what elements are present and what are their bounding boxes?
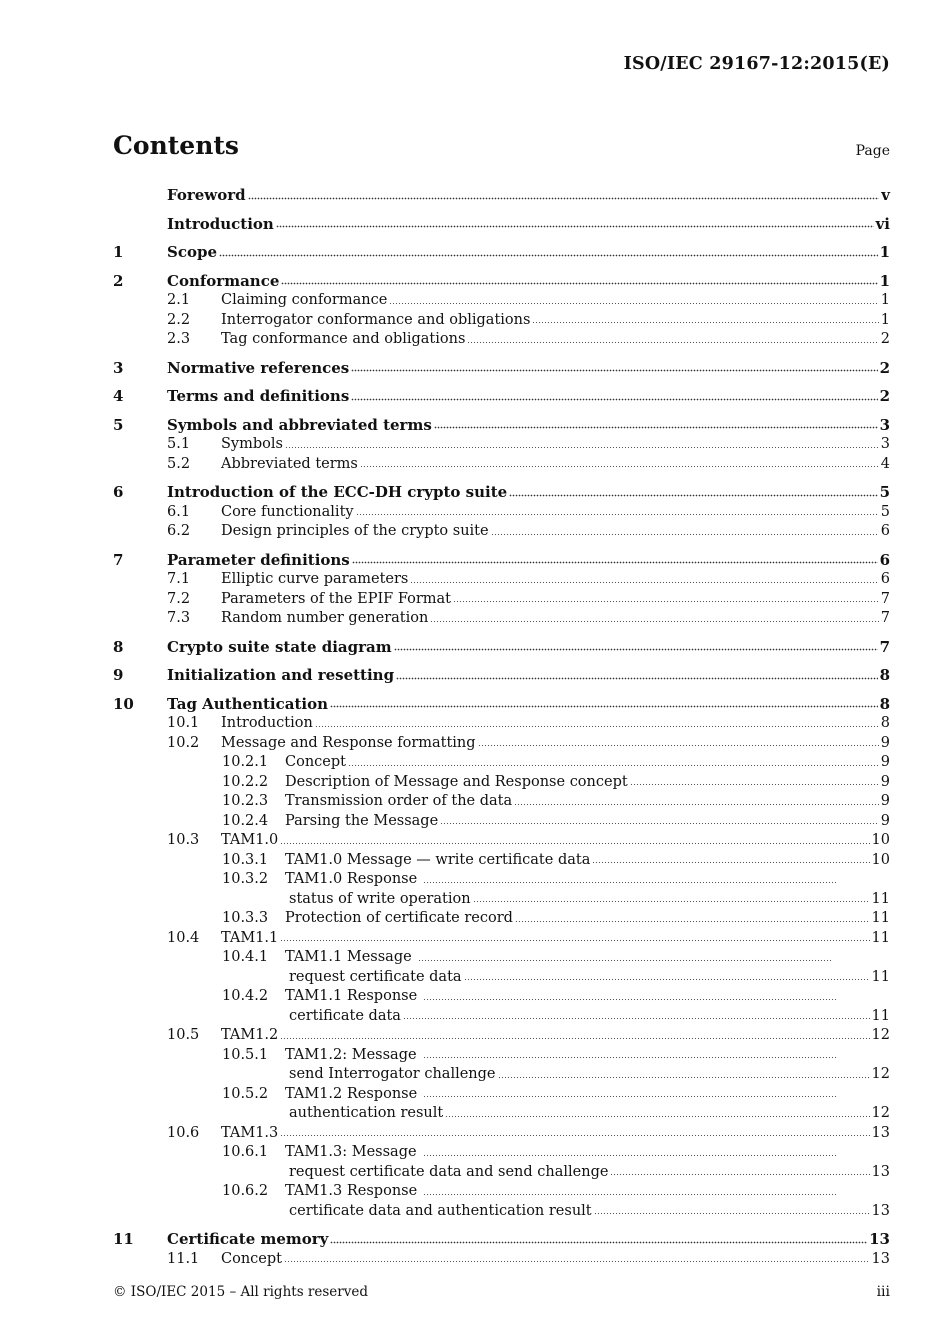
toc-leader-dots [423,1056,838,1061]
toc-entry-title: request certificate data and send challenge [289,1163,609,1180]
toc-entry-title: TAM1.2 [221,1027,279,1043]
toc-entry-number: 10 [113,694,134,713]
toc-entry-number: 10.1 [167,715,200,731]
toc-entry-number: 10.3.1 [222,851,269,868]
toc-leader-dots [515,920,870,925]
toc-leader-dots [509,494,877,499]
toc-leader-dots [351,398,877,403]
toc-entry-title: request certificate data [289,968,462,985]
toc-entry-title: Parameter definitions [167,550,350,569]
toc-leader-dots [280,842,869,847]
toc-entry-number: 10.4.1 [222,949,269,965]
toc-entry-number: 10.3 [167,832,200,848]
toc-entry-number: 10.2.1 [222,754,269,770]
toc-entry-title: Parsing the Message [285,812,439,829]
toc-entry-page: 9 [880,734,890,751]
toc-entry-title: Scope [167,243,218,261]
toc-entry-page: 12 [871,1066,890,1082]
toc-entry[interactable] [113,1250,890,1270]
toc-entry-page: 1 [879,271,890,290]
toc-entry[interactable] [113,609,890,629]
toc-entry-title: Protection of certificate record [285,910,513,926]
toc-entry-number: 10.2.3 [222,793,269,809]
toc-entry-title: Tag Authentication [167,694,329,713]
toc-entry-page: 1 [880,292,890,308]
toc-entry-number: 5.1 [167,436,191,452]
footer-page-number: iii [876,1284,890,1300]
toc-entry-title: TAM1.2 Response [285,1085,418,1102]
toc-entry-title: Claiming conformance [221,292,388,308]
toc-entry-number: 1 [113,243,124,261]
toc-entry-title: Symbols and abbreviated terms [167,415,432,434]
toc-entry[interactable] [113,909,890,929]
toc-leader-dots [396,677,877,682]
toc-leader-dots [514,803,879,808]
toc-entry[interactable] [113,522,890,542]
toc-leader-dots [440,822,879,827]
toc-leader-dots [276,225,874,230]
toc-entry-title: Terms and definitions [167,387,350,405]
toc-entry-title: TAM1.3: Message [285,1144,417,1160]
document-id: ISO/IEC 29167-12:2015(E) [623,54,890,74]
toc-leader-dots [330,705,878,710]
toc-entry-title: TAM1.0 Response [285,871,418,887]
toc-entry[interactable] [113,590,890,610]
toc-entry-page: 12 [871,1027,890,1043]
toc-entry-number: 9 [113,666,124,684]
toc-leader-dots [464,978,870,983]
toc-leader-dots [610,1173,869,1178]
toc-entry[interactable] [113,929,890,949]
toc-entry-title: authentication result [289,1105,444,1121]
toc-entry-page: 12 [871,1105,890,1121]
toc-leader-dots [594,1212,870,1217]
toc-leader-dots [356,513,879,518]
toc-entry-title: Design principles of the crypto suite [221,523,489,539]
toc-entry-title: Core functionality [221,503,354,520]
toc-entry[interactable] [113,1026,890,1046]
toc-entry-number: 10.5.1 [222,1046,269,1063]
toc-entry[interactable] [113,968,890,988]
toc-entry-title: Foreword [167,186,246,204]
toc-entry[interactable] [113,330,890,350]
toc-entry[interactable] [113,215,890,235]
toc-entry[interactable] [113,483,890,503]
toc-entry-title: TAM1.1 Response [285,988,418,1004]
toc-entry[interactable] [113,831,890,851]
toc-leader-dots [330,1241,867,1246]
toc-entry-page: 1 [879,243,890,261]
toc-entry[interactable] [113,243,890,263]
toc-leader-dots [434,426,878,431]
toc-leader-dots [423,1154,838,1159]
toc-entry-title: Symbols [221,436,283,452]
toc-entry-page: 7 [879,637,890,656]
toc-entry[interactable] [113,387,890,407]
toc-entry-title: Conformance [167,271,280,290]
toc-entry-page: 9 [880,793,890,809]
toc-entry-page: 5 [880,503,890,520]
toc-entry[interactable] [113,311,890,331]
toc-entry-page: 2 [879,358,890,377]
toc-entry-page: 2 [879,387,890,405]
toc-entry-number: 6.1 [167,503,191,520]
toc-entry[interactable] [113,666,890,686]
toc-entry-number: 10.4 [167,929,200,946]
toc-leader-dots [219,254,878,259]
toc-entry[interactable] [113,792,890,812]
toc-entry-number: 10.4.2 [222,988,269,1004]
toc-entry-title: Introduction [167,214,274,233]
toc-entry-page: 13 [871,1250,890,1267]
toc-entry[interactable] [113,1065,890,1085]
toc-leader-dots [473,900,870,905]
toc-leader-dots [389,302,878,307]
toc-leader-dots [592,861,869,866]
toc-leader-dots [280,1134,869,1139]
toc-entry-page: 7 [880,590,890,607]
toc-entry[interactable] [113,455,890,475]
toc-leader-dots [491,533,879,538]
toc-entry-page: 6 [879,550,890,569]
toc-leader-dots [315,725,879,730]
toc-entry-title: Concept [221,1250,282,1267]
toc-entry[interactable] [113,948,890,968]
toc-entry-page: vi [875,214,890,233]
toc-entry-number: 3 [113,358,124,377]
toc-entry-number: 4 [113,387,124,405]
toc-entry-number: 7.1 [167,571,191,587]
toc-entry-number: 10.6.2 [222,1183,269,1199]
toc-entry-page: 2 [880,331,890,347]
toc-leader-dots [445,1115,869,1120]
toc-entry-page: 8 [879,666,890,684]
toc-entry-page: 8 [879,694,890,713]
toc-entry-title: status of write operation [289,890,471,907]
toc-entry-title: Certificate memory [167,1230,329,1248]
toc-entry-title: Elliptic curve parameters [221,571,409,587]
toc-entry-number: 10.5 [167,1027,200,1043]
toc-entry-title: TAM1.1 [221,929,279,946]
toc-entry-page: 9 [880,754,890,770]
toc-entry-number: 10.2 [167,734,200,751]
toc-entry-title: TAM1.2: Message [285,1046,417,1063]
footer-copyright: © ISO/IEC 2015 – All rights reserved [113,1284,368,1300]
table-of-contents [113,186,890,1269]
toc-leader-dots [418,959,833,964]
toc-entry-page: 10 [871,851,890,868]
toc-leader-dots [281,282,877,287]
toc-entry-title: Random number generation [221,610,429,626]
toc-entry[interactable] [113,695,890,715]
toc-entry-number: 11.1 [167,1250,200,1267]
toc-entry-page: 13 [869,1230,890,1248]
toc-entry-number: 7.3 [167,610,191,626]
toc-entry-number: 2.3 [167,331,191,347]
toc-leader-dots [423,998,838,1003]
toc-entry-number: 2.2 [167,311,191,328]
toc-entry-title: Interrogator conformance and obligations [221,311,531,328]
toc-entry-page: 6 [880,571,890,587]
toc-leader-dots [360,465,879,470]
toc-entry-title: Concept [285,754,346,770]
toc-entry-title: Introduction of the ECC-DH crypto suite [167,483,508,501]
toc-entry[interactable] [113,1163,890,1183]
toc-entry-title: Parameters of the EPIF Format [221,590,451,607]
toc-leader-dots [423,1193,838,1198]
toc-entry[interactable] [113,812,890,832]
toc-entry-number: 7.2 [167,590,191,607]
toc-entry[interactable] [113,714,890,734]
toc-entry-title: certificate data and authentication result [289,1202,592,1219]
toc-entry-number: 10.5.2 [222,1085,269,1102]
toc-entry-page: 9 [880,812,890,829]
toc-entry-page: v [881,186,890,204]
toc-entry[interactable] [113,503,890,523]
toc-entry-page: 11 [871,968,890,985]
toc-leader-dots [423,881,838,886]
toc-entry[interactable] [113,359,890,379]
toc-entry[interactable] [113,987,890,1007]
toc-entry-page: 13 [871,1202,890,1219]
toc-leader-dots [285,446,879,451]
toc-entry-page: 11 [871,890,890,907]
toc-leader-dots [280,1037,869,1042]
toc-entry-title: Description of Message and Response concept [285,773,628,790]
toc-entry-page: 1 [880,311,890,328]
toc-entry[interactable] [113,638,890,658]
toc-entry-title: Tag conformance and obligations [221,331,466,347]
contents-title: Contents [113,131,240,160]
toc-entry-title: Transmission order of the data [285,793,513,809]
toc-entry[interactable] [113,1202,890,1222]
toc-entry[interactable] [113,1007,890,1027]
toc-entry-title: TAM1.0 [221,832,279,848]
toc-entry[interactable] [113,773,890,793]
toc-entry[interactable] [113,186,890,206]
toc-entry-title: Crypto suite state diagram [167,637,392,656]
toc-entry[interactable] [113,1046,890,1066]
toc-entry-number: 6.2 [167,523,191,539]
toc-entry-page: 8 [880,715,890,731]
toc-entry-number: 7 [113,550,124,569]
toc-entry-page: 7 [880,610,890,626]
toc-leader-dots [478,744,879,749]
toc-entry[interactable] [113,1104,890,1124]
toc-entry-number: 10.2.2 [222,773,269,790]
toc-leader-dots [284,1260,870,1265]
toc-leader-dots [630,783,879,788]
toc-entry-title: TAM1.1 Message [285,949,412,965]
toc-entry-title: Introduction [221,715,313,731]
toc-entry-page: 3 [880,436,890,452]
toc-leader-dots [423,1095,838,1100]
toc-entry-number: 10.2.4 [222,812,269,829]
toc-leader-dots [248,197,880,202]
toc-entry[interactable] [113,435,890,455]
toc-entry-page: 4 [880,455,890,472]
toc-entry[interactable] [113,416,890,436]
toc-entry-number: 2 [113,271,124,290]
toc-leader-dots [280,939,869,944]
toc-entry-title: certificate data [289,1007,401,1024]
toc-entry-title: Initialization and resetting [167,666,395,684]
toc-entry[interactable] [113,734,890,754]
toc-entry-title: TAM1.3 [221,1124,279,1141]
toc-entry[interactable] [113,890,890,910]
toc-entry-number: 2.1 [167,292,191,308]
toc-entry-page: 10 [871,832,890,848]
toc-leader-dots [403,1017,870,1022]
toc-entry[interactable] [113,851,890,871]
toc-entry-page: 6 [880,523,890,539]
toc-entry-title: TAM1.3 Response [285,1183,418,1199]
page-column-label: Page [855,143,890,159]
toc-leader-dots [532,321,878,326]
toc-entry-page: 9 [880,773,890,790]
toc-entry-title: send Interrogator challenge [289,1066,496,1082]
toc-entry-title: Abbreviated terms [221,455,358,472]
toc-entry-page: 13 [871,1124,890,1141]
toc-entry[interactable] [113,551,890,571]
toc-entry[interactable] [113,1230,890,1250]
toc-entry[interactable] [113,1124,890,1144]
toc-entry-page: 5 [879,483,890,501]
toc-leader-dots [351,369,877,374]
toc-entry-page: 11 [871,910,890,926]
toc-entry[interactable] [113,870,890,890]
toc-entry-title: Normative references [167,358,350,377]
toc-leader-dots [348,764,879,769]
toc-entry-page: 3 [879,415,890,434]
toc-entry[interactable] [113,272,890,292]
toc-leader-dots [352,561,878,566]
toc-entry-number: 11 [113,1230,134,1248]
toc-entry-title: Message and Response formatting [221,734,476,751]
toc-leader-dots [410,581,878,586]
toc-entry-number: 10.6.1 [222,1144,269,1160]
toc-leader-dots [498,1076,870,1081]
toc-entry-page: 13 [871,1163,890,1180]
toc-entry-number: 10.3.3 [222,910,269,926]
toc-entry-title: TAM1.0 Message — write certificate data [285,851,591,868]
toc-entry[interactable] [113,570,890,590]
toc-entry-number: 10.6 [167,1124,200,1141]
toc-entry[interactable] [113,1143,890,1163]
toc-entry-number: 5.2 [167,455,191,472]
toc-entry-number: 8 [113,637,124,656]
toc-leader-dots [453,600,879,605]
toc-entry-number: 10.3.2 [222,871,269,887]
toc-entry[interactable] [113,1182,890,1202]
toc-leader-dots [467,341,878,346]
toc-entry[interactable] [113,753,890,773]
toc-entry-page: 11 [871,1007,890,1024]
toc-leader-dots [430,620,878,625]
toc-entry-number: 5 [113,415,124,434]
toc-entry-page: 11 [871,929,890,946]
toc-entry[interactable] [113,1085,890,1105]
toc-leader-dots [394,648,878,653]
toc-entry[interactable] [113,291,890,311]
toc-entry-number: 6 [113,483,124,501]
